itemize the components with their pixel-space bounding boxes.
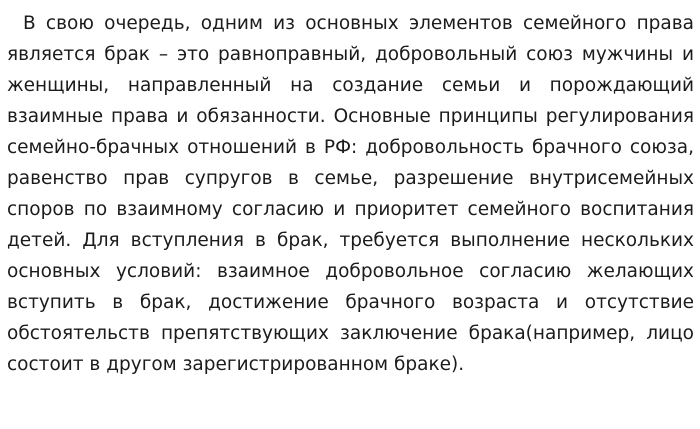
body-paragraph: В свою очередь, одним из основных элементов семейного права является брак – это равноправный, добровольный союз мужчины и женщины, направленный на создание семьи и порождающий взаимные права и обязанности. Основные принципы регулирования семейно-брачных отношений в РФ: добровольность брачного союза, равенство прав супругов в семье, разрешение внутрисемейных споров по взаимному согласию и приоритет семейного воспитания детей. Для вступления в брак, требуется выполнение нескольких основных условий: взаимное добровольное согласию желающих вступить в брак, достижение брачного возраста и отсутствие обстоятельств препятствующих заключение брака(например, лицо состоит в другом зарегистрированном браке).	[7, 13, 694, 375]
